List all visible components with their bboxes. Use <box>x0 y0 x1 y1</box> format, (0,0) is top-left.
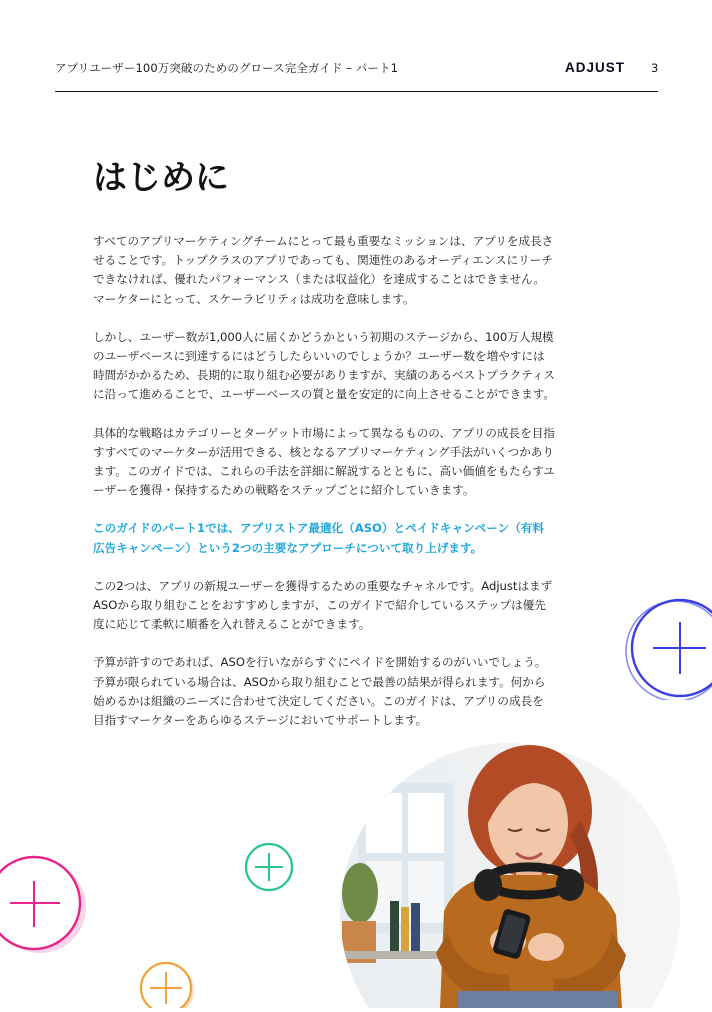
paragraph: すべてのアプリマーケティングチームにとって最も重要なミッションは、アプリを成長させることです。トップクラスのアプリであっても、関連性のあるオーディエンスにリーチできなければ、優れたパフォーマンス（または収益化）を達成することはできません。マーケターにとって、スケーラビリティは成功を意味します。 <box>93 234 554 306</box>
body-text <box>93 232 555 749</box>
plus-circle-orange-icon <box>136 960 196 1008</box>
plus-circle-pink-icon <box>0 855 92 955</box>
highlighted-paragraph: このガイドのパート1では、アプリストア最適化（ASO）とペイドキャンペーン（有料広告キャンペーン）という2つの主要なアプローチについて取り上げます。 <box>93 521 544 555</box>
header-divider <box>55 91 658 92</box>
section-heading: はじめに <box>93 158 229 198</box>
plus-circle-blue-icon <box>618 598 712 700</box>
paragraph: しかし、ユーザー数が1,000人に届くかどうかという初期のステージから、100万人規模のユーザベースに到達するにはどうしたらいいのでしょうか？ユーザー数を増やすには時間がかかるため、長期的に取り組む必要がありますが、実績のあるベストプラクティスに沿って進めることで、ユーザーベースの質と量を安定的に向上させることができます。 <box>93 329 556 402</box>
woman-with-phone-photo <box>340 743 680 1012</box>
paragraph: 予算が許すのであれば、ASOを行いながらすぐにペイドを開始するのがいいでしょう。予算が限られている場合は、ASOから取り組むことで最善の結果が得られます。何から始めるかは組織のニーズに合わせて決定してください。このガイドは、アプリの成長を目指すマーケターをあらゆるステージにおいてサポートします。 <box>93 655 547 728</box>
page-number: 3 <box>651 61 659 75</box>
paragraph: 具体的な戦略はカテゴリーとターゲット市場によって異なるものの、アプリの成長を目指すすべてのマーケターが活用できる、核となるアプリマーケティング手法がいくつかあります。このガイドでは、これらの手法を詳細に解説するとともに、高い価値をもたらすユーザーを獲得・保持するための戦略をステップごとに紹介していきます。 <box>93 425 555 498</box>
adjust-logo: ADJUST <box>565 60 626 75</box>
plus-circle-green-icon <box>242 843 296 893</box>
header-title: アプリユーザー100万突破のためのグロース完全ガイド – パート1 <box>55 61 399 75</box>
paragraph: この2つは、アプリの新規ユーザーを獲得するための重要なチャネルです。AdjustはまずASOから取り組むことをおすすめしますが、このガイドで紹介しているステップは優先度に応じて柔軟に順番を入れ替えることができます。 <box>93 578 553 632</box>
